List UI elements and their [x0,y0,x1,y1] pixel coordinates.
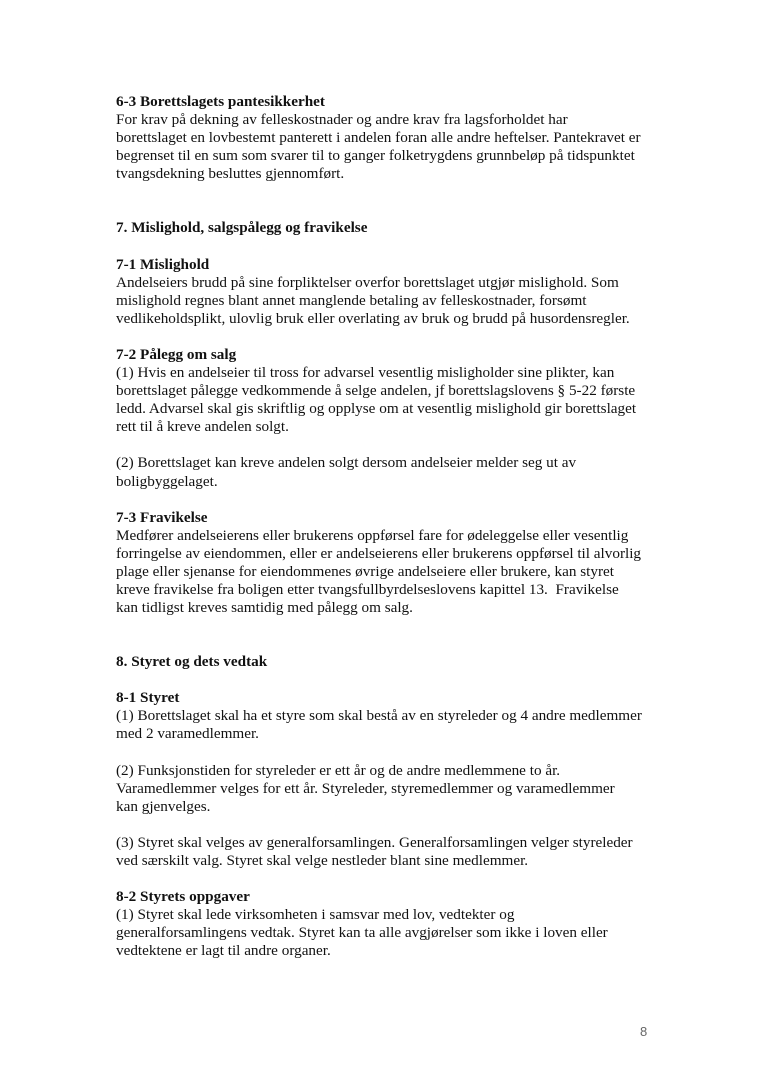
section-heading: 7-2 Pålegg om salg [116,345,237,363]
paragraph [116,364,661,436]
text-line: med 2 varamedlemmer. [116,725,259,743]
text-line: (3) Styret skal velges av generalforsamlingen. Generalforsamlingen velger styreleder [116,833,633,851]
text-line: ledd. Advarsel skal gis skriftlig og opplyse om at vesentlig mislighold gir borettslaget [116,400,637,418]
text-line: borettslaget pålegge vedkommende å selge andelen, jf borettslagslovens § 5-22 første [116,382,636,400]
paragraph [116,906,661,960]
text-line: vedlikeholdsplikt, ulovlig bruk eller overlating av bruk og brudd på husordensregler. [116,309,630,327]
paragraph [116,707,661,743]
text-line: (2) Funksjonstiden for styreleder er ett år og de andre medlemmene to år. [116,761,561,779]
paragraph [116,111,661,183]
text-line: (1) Hvis en andelseier til tross for advarsel vesentlig misligholder sine plikter, kan [116,364,615,382]
paragraph [116,527,661,617]
document-page [116,93,661,960]
section-8-2 [116,888,661,960]
section-8-1 [116,689,661,870]
text-line: (1) Borettslaget skal ha et styre som skal bestå av en styreleder og 4 andre medlemmer [116,707,642,725]
text-line: (1) Styret skal lede virksomheten i samsvar med lov, vedtekter og [116,906,515,924]
paragraph [116,834,661,870]
text-line: kreve fravikelse fra boligen etter tvangsfullbyrdelseslovens kapittel 13. Fravikelse [116,580,619,598]
text-line: boligbyggelaget. [116,472,218,490]
text-line: ved særskilt valg. Styret skal velge nestleder blant sine medlemmer. [116,851,529,869]
text-line: kan tidligst kreves samtidig med pålegg om salg. [116,599,413,617]
chapter-heading-7: 7. Mislighold, salgspålegg og fravikelse [116,219,368,237]
text-line: Andelseiers brudd på sine forpliktelser overfor borettslaget utgjør mislighold. Som [116,273,619,291]
text-line: Medfører andelseierens eller brukerens oppførsel fare for ødeleggelse eller vesentlig [116,526,629,544]
text-line: mislighold regnes blant annet manglende betaling av felleskostnader, forsømt [116,291,587,309]
text-line: borettslaget en lovbestemt panterett i andelen foran alle andre heftelser. Pantekravet er [116,129,641,147]
section-heading: 7-1 Mislighold [116,255,210,273]
paragraph [116,274,661,328]
paragraph [116,454,661,490]
section-7-1 [116,256,661,328]
section-heading: 6-3 Borettslagets pantesikkerhet [116,93,325,110]
section-7-2 [116,346,661,491]
page-number: 8 [640,1024,648,1039]
text-line: rett til å kreve andelen solgt. [116,418,289,436]
text-line: forringelse av eiendommen, eller er andelseierens eller brukerens oppførsel til alvorlig [116,544,642,562]
text-line: vedtektene er lagt til andre organer. [116,942,331,960]
section-heading: 7-3 Fravikelse [116,508,208,526]
text-line: (2) Borettslaget kan kreve andelen solgt dersom andelseier melder seg ut av [116,454,577,472]
paragraph [116,762,661,816]
text-line: plage eller sjenanse for eiendommenes øvrige andelseiere eller brukere, kan styret [116,562,615,580]
text-line: For krav på dekning av felleskostnader og andre krav fra lagsforholdet har [116,111,568,129]
text-line: Varamedlemmer velges for ett år. Styreleder, styremedlemmer og varamedlemmer [116,779,615,797]
text-line: kan gjenvelges. [116,797,211,815]
section-heading: 8-2 Styrets oppgaver [116,888,250,905]
text-line: begrenset til en sum som svarer til to ganger folketrygdens grunnbeløp på tidspunktet [116,147,635,165]
chapter-heading-8: 8. Styret og dets vedtak [116,653,268,671]
section-7-3 [116,509,661,618]
section-heading: 8-1 Styret [116,689,180,707]
text-line: generalforsamlingens vedtak. Styret kan ta alle avgjørelser som ikke i loven eller [116,924,608,942]
text-line: tvangsdekning besluttes gjennomført. [116,165,345,183]
section-6-3 [116,93,661,183]
